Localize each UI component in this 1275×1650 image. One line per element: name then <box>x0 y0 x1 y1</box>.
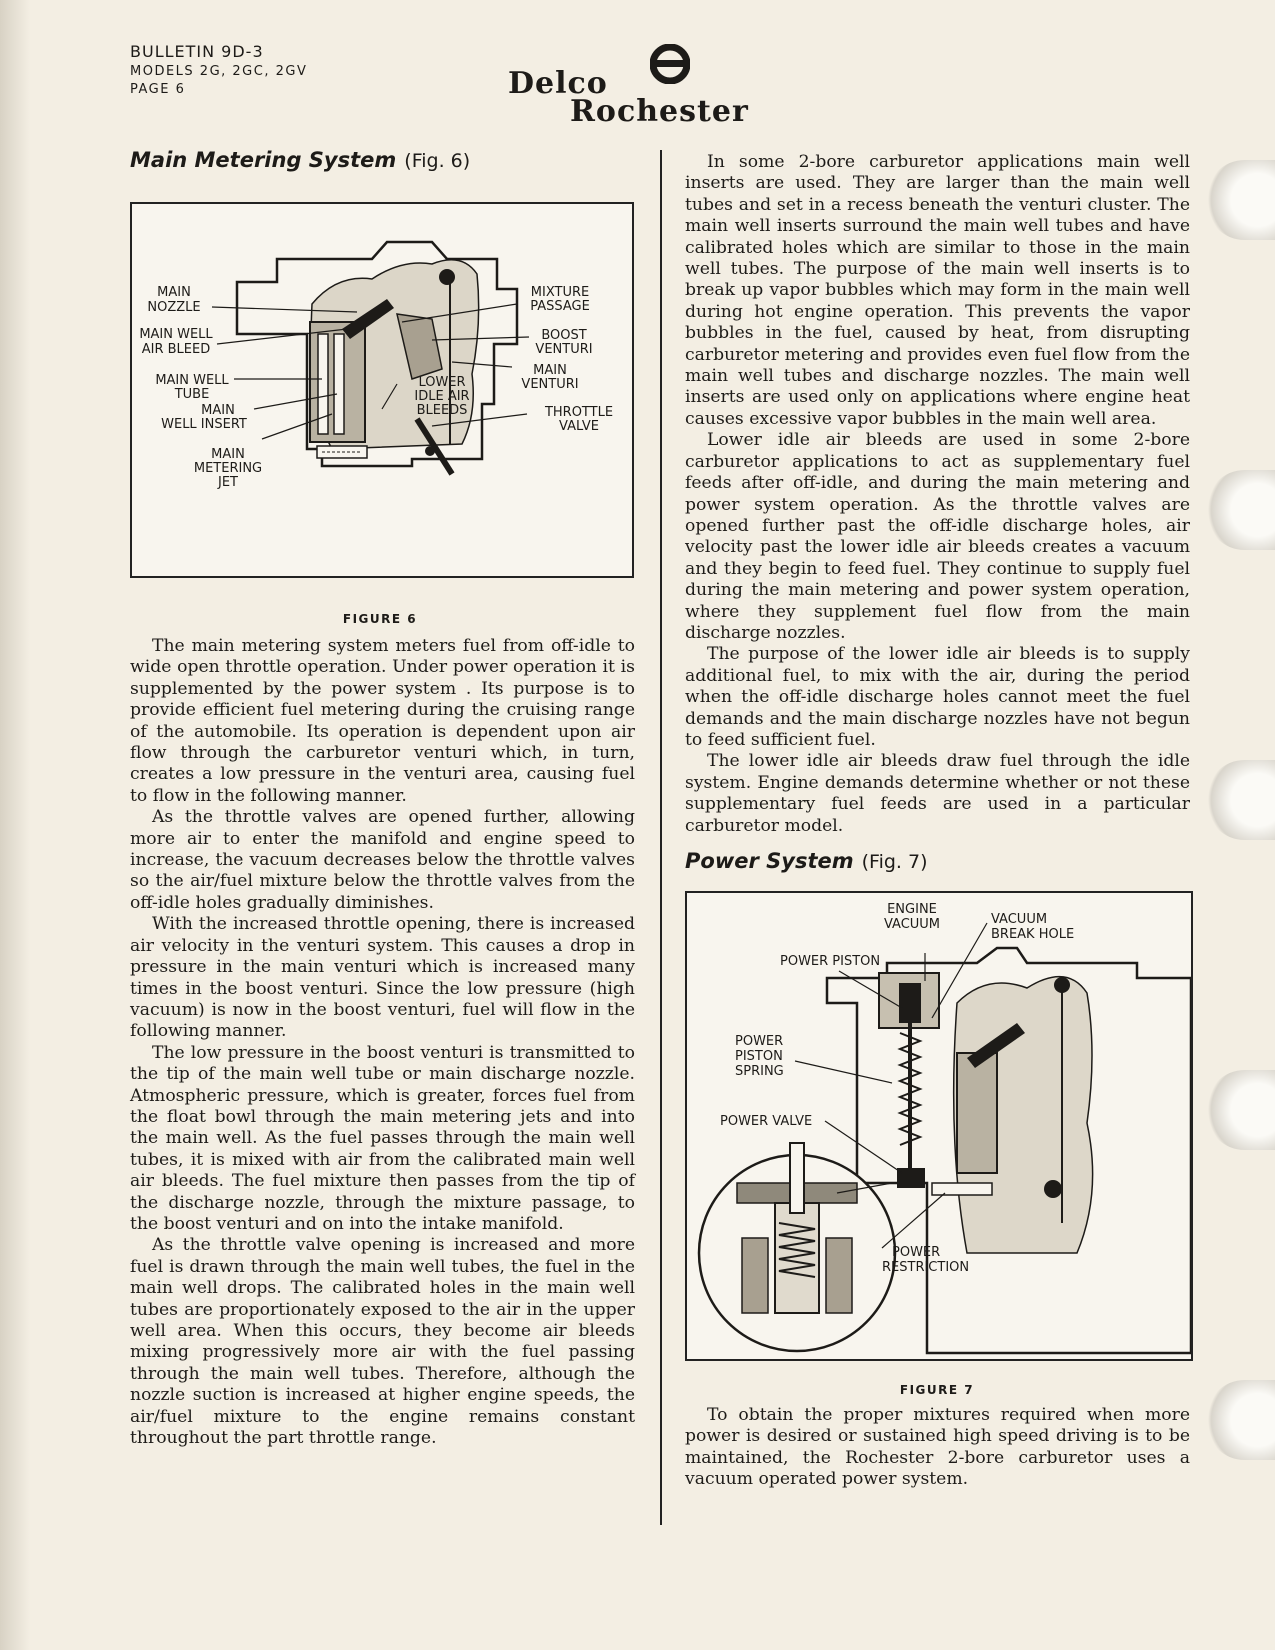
label-power-piston-spring-l2: PISTON <box>735 1049 783 1064</box>
label-vacuum-break-hole-l2: BREAK HOLE <box>991 927 1075 942</box>
label-main-well-insert-l1: MAIN <box>201 403 235 418</box>
label-engine-vacuum-l1: ENGINE <box>887 902 937 917</box>
right-closing-text <box>685 1405 1190 1491</box>
label-mixture-passage-l2: PASSAGE <box>530 299 590 314</box>
logo-word-delco: Delco <box>508 66 608 101</box>
delco-logo-mark-icon <box>650 44 690 84</box>
right-column <box>685 152 1190 1491</box>
binder-tab <box>1205 1070 1275 1150</box>
label-mixture-passage-l1: MIXTURE <box>530 285 590 300</box>
right-body-text <box>685 152 1190 837</box>
label-main-venturi-l2: VENTURI <box>521 377 579 392</box>
label-power-piston-spring-l1: POWER <box>735 1034 784 1049</box>
page-edge-shadow <box>0 0 30 1650</box>
binder-tab <box>1205 160 1275 240</box>
label-main-metering-jet-l1: MAIN <box>211 447 245 462</box>
section-heading-main-metering: Main Metering System (Fig. 6) <box>130 148 471 172</box>
paragraph: As the throttle valve opening is increased and more fuel is drawn through the main well tubes, the fuel in the main well drops. The calibrated holes in the main well tubes are proportionately exposed to the air in the upper well area. When this occurs, they become air bleeds mixing progressively more air with the fuel passing through the main well tubes. Therefore, although the nozzle suction is increased at higher engine speeds, the air/fuel mixture to the engine remains constant throughout the part throttle range. <box>130 1235 635 1449</box>
label-lower-idle-air-bleeds-l2: IDLE AIR <box>414 389 470 404</box>
paragraph: The low pressure in the boost venturi is transmitted to the tip of the main well tube or main discharge nozzle. Atmospheric pressure, which is greater, forces fuel from the float bowl through the main metering jets and into the main well. As the fuel passes through the main well tubes, it is mixed with air from the calibrated main well air bleeds. The fuel mixture then passes from the tip of the discharge nozzle, through the mixture passage, to the boost venturi and on into the intake manifold. <box>130 1042 635 1234</box>
figure-6-caption: FIGURE 6 <box>342 612 418 626</box>
label-power-valve: POWER VALVE <box>720 1114 813 1129</box>
label-main-well-tube-l2: TUBE <box>174 387 210 402</box>
label-main-venturi-l1: MAIN <box>533 363 567 378</box>
label-power-restriction-l1: POWER <box>892 1245 941 1260</box>
label-engine-vacuum-l2: VACUUM <box>883 917 941 932</box>
left-column <box>130 148 635 1449</box>
label-main-metering-jet-l3: JET <box>218 475 238 490</box>
label-main-metering-jet-l2: METERING <box>193 461 263 476</box>
figure-6-drawing <box>132 204 632 576</box>
paragraph: Lower idle air bleeds are used in some 2-bore carburetor applications to act as supplementary fuel feeds after off-idle, and during the main metering and power system operation. As the throttle valves are opened further past the off-idle discharge holes, air velocity past the lower idle air bleeds creates a vacuum and they begin to feed fuel. They continue to supply fuel during the main metering and power system operation, where they supplement fuel flow from the main discharge nozzles. <box>685 430 1190 643</box>
column-divider <box>660 150 662 1525</box>
section-heading-power-system: Power System (Fig. 7) <box>685 849 928 873</box>
paragraph: As the throttle valves are opened further, allowing more air to enter the manifold and engine speed to increase, the vacuum decreases below the throttle valves so the air/fuel mixture below the throttle valves from the off-idle holes gradually diminishes. <box>130 807 635 913</box>
paragraph: The purpose of the lower idle air bleeds is to supply additional fuel, to mix with the air, during the period when the off-idle discharge holes cannot meet the fuel demands and the main discharge nozzles have not begun to feed sufficient fuel. <box>685 644 1190 750</box>
label-main-well-air-bleed-l1: MAIN WELL <box>139 327 213 342</box>
logo-word-rochester: Rochester <box>570 94 749 129</box>
delco-rochester-logo <box>508 44 818 128</box>
label-main-well-air-bleed-l2: AIR BLEED <box>141 342 211 357</box>
paragraph: The lower idle air bleeds draw fuel through the idle system. Engine demands determine whether or not these supplementary fuel feeds are used in a particular carburetor model. <box>685 751 1190 836</box>
paragraph: The main metering system meters fuel from off-idle to wide open throttle operation. Under power operation it is supplemented by the power system . Its purpose is to provide efficient fuel metering during the cruising range of the automobile. Its operation is dependent upon air flow through the carburetor venturi which, in turn, creates a low pressure in the venturi area, causing fuel to flow in the following manner. <box>130 636 635 806</box>
label-lower-idle-air-bleeds-l3: BLEEDS <box>416 403 468 418</box>
binder-tab <box>1205 470 1275 550</box>
bulletin-models: MODELS 2G, 2GC, 2GV <box>130 64 308 79</box>
label-power-piston-spring-l3: SPRING <box>735 1064 784 1079</box>
heading-figure-ref: (Fig. 7) <box>861 851 928 873</box>
binder-tab <box>1205 1380 1275 1460</box>
paragraph: With the increased throttle opening, there is increased air velocity in the venturi system. This causes a drop in pressure in the main venturi which is increased many times in the boost venturi. Since the low pressure (high vacuum) is now in the boost venturi, fuel will flow in the following manner. <box>130 914 635 1042</box>
label-throttle-valve-l2: VALVE <box>559 419 599 434</box>
figure-7-drawing <box>687 893 1191 1359</box>
label-power-piston: POWER PISTON <box>780 954 881 969</box>
heading-figure-ref: (Fig. 6) <box>404 150 471 172</box>
paragraph: In some 2-bore carburetor applications main well inserts are used. They are larger than the main well tubes and set in a recess beneath the venturi cluster. The main well inserts surround the main well tubes and have calibrated holes which are similar to those in the main well tubes. The purpose of the main well inserts is to break up vapor bubbles which may form in the main well during hot engine operation. This prevents the vapor bubbles in the fuel, caused by heat, from disrupting carburetor metering and provides even fuel flow from the main well tubes and discharge nozzles. The main well inserts are used only on applications where engine heat causes excessive vapor bubbles in the main well area. <box>685 152 1190 429</box>
label-lower-idle-air-bleeds-l1: LOWER <box>418 375 466 390</box>
label-boost-venturi-l1: BOOST <box>541 328 587 343</box>
label-throttle-valve-l1: THROTTLE <box>544 405 614 420</box>
label-main-nozzle-l2: NOZZLE <box>147 300 201 315</box>
label-boost-venturi-l2: VENTURI <box>535 342 593 357</box>
figure-7-diagram <box>685 891 1193 1361</box>
label-main-nozzle-l1: MAIN <box>157 285 191 300</box>
label-main-well-insert-l2: WELL INSERT <box>161 417 247 432</box>
bulletin-page: PAGE 6 <box>130 82 186 97</box>
label-vacuum-break-hole-l1: VACUUM <box>991 912 1048 927</box>
paragraph: To obtain the proper mixtures required when more power is desired or sustained high speed driving is to be maintained, the Rochester 2-bore carburetor uses a vacuum operated power system. <box>685 1405 1190 1490</box>
left-body-text <box>130 636 635 1449</box>
label-power-restriction-l2: RESTRICTION <box>882 1260 970 1275</box>
label-main-well-tube-l1: MAIN WELL <box>155 373 229 388</box>
bulletin-number: BULLETIN 9D-3 <box>130 42 264 61</box>
figure-6-diagram <box>130 202 634 578</box>
binder-tab <box>1205 760 1275 840</box>
figure-7-caption: FIGURE 7 <box>899 1383 975 1397</box>
bulletin-header <box>130 42 307 97</box>
